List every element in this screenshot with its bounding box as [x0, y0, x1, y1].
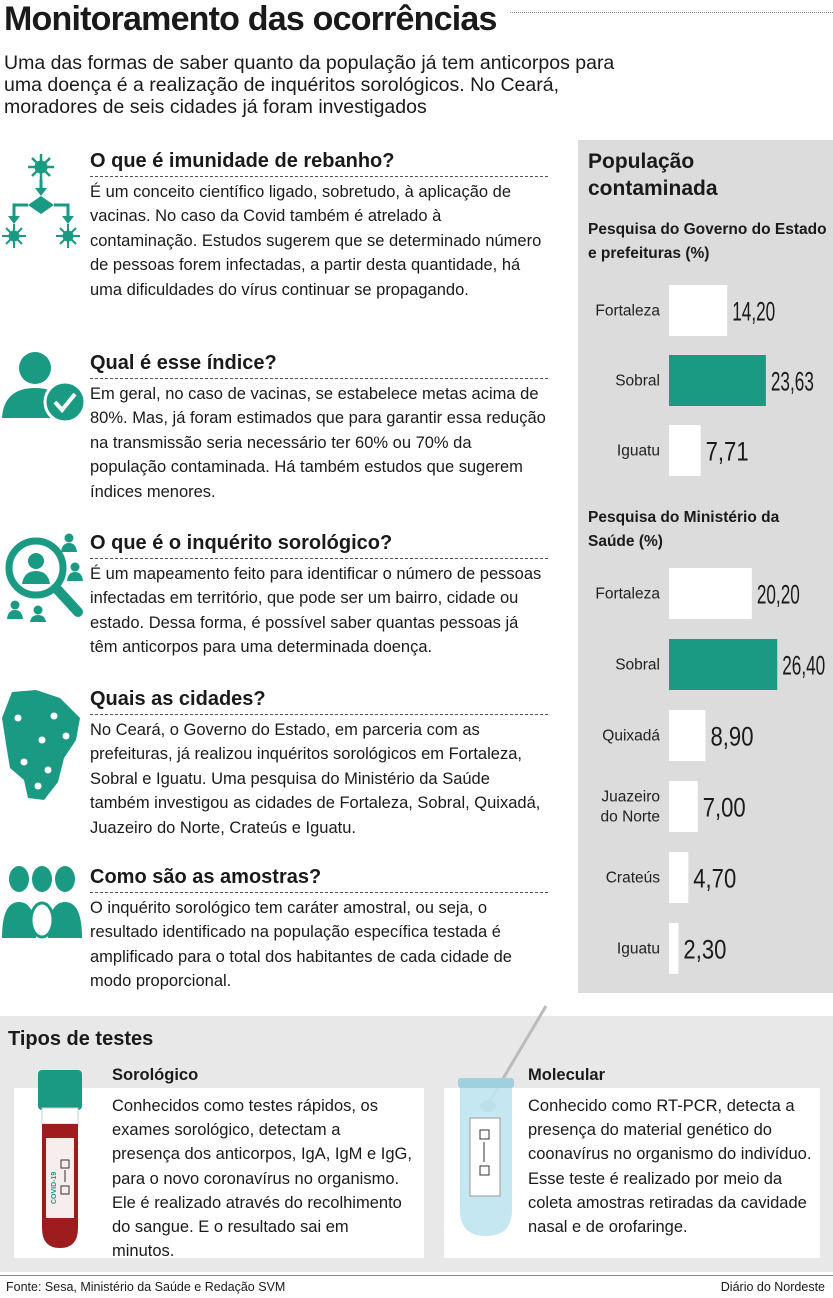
- section-title-index: Qual é esse índice?: [90, 352, 277, 374]
- category-label: Fortaleza: [595, 585, 660, 603]
- value-label: 8,90: [710, 721, 754, 752]
- bar-crateús: [669, 852, 688, 903]
- value-label: 14,20: [732, 296, 776, 327]
- bar-sobral: [669, 355, 766, 406]
- category-label: Juazeiro do Norte: [600, 788, 660, 826]
- value-label: 26,40: [782, 650, 826, 681]
- panel-title: População contaminada: [588, 150, 718, 200]
- section-body-samples: O inquérito sorológico tem caráter amostral, ou seja, o resultado identificado na população específica testada é amplificado para o total dos habitantes de cada cidade de modo proporcional.: [90, 899, 512, 991]
- bar-fortaleza: [669, 568, 752, 619]
- header-rule: [510, 12, 833, 13]
- section-body-index: Em geral, no caso de vacinas, se estabelece metas acima de 80%. Mas, já foram estimados que para garantir essa redução na transmissão seria necessário ter 60% ou 70% da população contaminada. Há também estudos que sugerem índices menores.: [90, 385, 546, 501]
- source-credit: Fonte: Sesa, Ministério da Saúde e Redação SVM: [6, 1280, 286, 1294]
- people-group-icon: [2, 864, 88, 944]
- molecular-body: Conhecido como RT-PCR, detecta a presença do material genético do coonavírus no organismo do indivíduo. Esse teste é realizado por meio da coleta amostras retiradas da cavidade nasal e de orofaringe.: [528, 1097, 812, 1237]
- test-types-title: Tipos de testes: [8, 1028, 154, 1050]
- molecular-title: Molecular: [528, 1066, 606, 1084]
- bar-sobral: [669, 639, 777, 690]
- footer-rule: [0, 1275, 833, 1276]
- section-title-samples: Como são as amostras?: [90, 866, 322, 888]
- magnifier-user-icon: [2, 530, 88, 622]
- section-title-herd-immunity: O que é imunidade de rebanho?: [90, 150, 395, 172]
- chart-title-state-survey: Pesquisa do Governo do Estado e prefeituras (%): [588, 221, 827, 262]
- value-label: 2,30: [683, 934, 727, 965]
- section-rule: [90, 176, 548, 177]
- chart-title-ministry-survey: Pesquisa do Ministério da Saúde (%): [588, 509, 780, 550]
- bar-iguatu: [669, 425, 701, 476]
- category-label: Iguatu: [616, 940, 660, 958]
- section-body-herd-immunity: É um conceito científico ligado, sobretudo, à aplicação de vacinas. No caso da Covid também é atrelado à contaminação. Estudos sugerem que se determinado número de pessoas forem infectadas, a partir desta quantidade, há uma dificuldades do vírus continuar se propagando.: [90, 183, 542, 299]
- value-label: 4,70: [693, 863, 737, 894]
- bar-quixadá: [669, 710, 705, 761]
- category-label: Crateús: [605, 869, 660, 887]
- ceara-map-icon: [2, 688, 88, 804]
- category-label: Fortaleza: [595, 302, 660, 320]
- serologic-body: Conhecidos como testes rápidos, os exames sorológico, detectam a presença dos anticorpos, IgA, IgM e IgG, para o novo coronavírus no organismo. Ele é realizado através do recolhimento do sangue. E o resultado sai em minutos.: [112, 1097, 412, 1261]
- value-label: 20,20: [756, 579, 800, 610]
- section-rule: [90, 892, 548, 893]
- section-title-cities: Quais as cidades?: [90, 688, 266, 710]
- value-label: 23,63: [770, 366, 814, 397]
- page-subtitle: Uma das formas de saber quanto da população já tem anticorpos para uma doença é a realização de inquéritos sorológicos. No Ceará, moradores de seis cidades já foram investigados: [4, 52, 615, 118]
- bar-chart: [578, 140, 833, 993]
- section-rule: [90, 558, 548, 559]
- page-title: Monitoramento das ocorrências: [4, 0, 497, 38]
- herd-immunity-icon: [2, 150, 88, 250]
- serologic-title: Sorológico: [112, 1066, 199, 1084]
- section-rule: [90, 378, 548, 379]
- blood-tube-icon: [34, 1068, 90, 1254]
- category-label: Quixadá: [602, 727, 660, 745]
- category-label: Sobral: [615, 372, 660, 390]
- section-title-serologic-survey: O que é o inquérito sorológico?: [90, 532, 393, 554]
- bar-iguatu: [669, 923, 678, 974]
- section-rule: [90, 714, 548, 715]
- bar-juazeiro-do-norte: [669, 781, 698, 832]
- value-label: 7,71: [705, 436, 749, 467]
- user-check-icon: [2, 348, 88, 424]
- publisher-name: Diário do Nordeste: [720, 1280, 825, 1294]
- tube-label: COVID-19: [51, 1171, 58, 1204]
- category-label: Sobral: [615, 656, 660, 674]
- category-label: Iguatu: [616, 442, 660, 460]
- section-body-cities: No Ceará, o Governo do Estado, em parceria com as prefeituras, já realizou inquéritos sorológicos em Fortaleza, Sobral e Iguatu. Uma pesquisa do Ministério da Saúde também investigou as cidades de Fortaleza, Sobral, Quixadá, Juazeiro do Norte, Crateús e Iguatu.: [90, 721, 541, 837]
- value-label: 7,00: [702, 792, 746, 823]
- bar-fortaleza: [669, 285, 727, 336]
- section-body-serologic-survey: É um mapeamento feito para identificar o número de pessoas infectadas em território, que pode ser um bairro, cidade ou estado. Dessa forma, é possível saber quantas pessoas já têm anticorpos para uma determinada doença.: [90, 565, 542, 657]
